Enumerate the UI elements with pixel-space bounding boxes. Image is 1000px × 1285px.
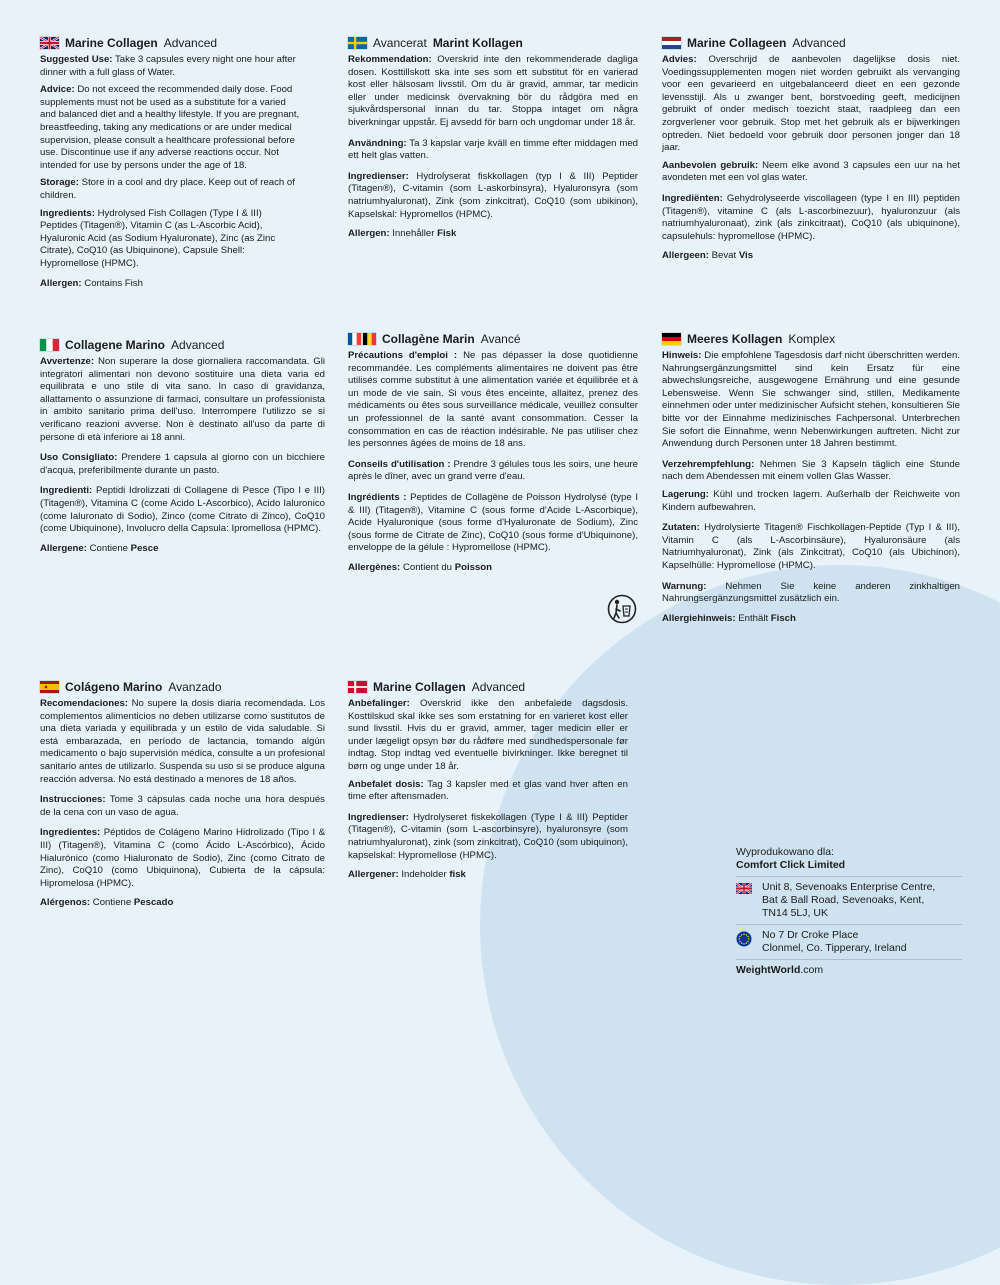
section-english (40, 36, 300, 295)
section-heading (348, 36, 638, 50)
allergen: Allergeen: Bevat Vis (662, 250, 754, 262)
denmark-flag-icon (348, 681, 367, 693)
title-light: Advanced (471, 680, 526, 694)
ingredients: Ingrédients : Peptides de Collagène de Poisson Hydrolysé (type I & III) (Titagen®), Vitamine C (sous forme d'Acide L-Ascorbique), Acide Hyaluronique (sous forme d'Hyaluronate de Sodium), Zinc (sous forme de Citrate de Zinc), CoQ10 (sous forme d'Ubiquinone), enveloppe de la gélule : Hypromellose (HPMC). (348, 491, 638, 554)
france-flag-icon (348, 333, 361, 345)
italy-flag-icon (40, 339, 59, 351)
section-german (662, 332, 960, 630)
allergen: Allergènes: Contient du Poisson (348, 561, 493, 573)
allergen: Allergener: Indeholder fisk (348, 869, 466, 881)
storage: Lagerung: Kühl und trocken lagern. Außerhalb der Reichweite von Kindern aufbewahren. (662, 488, 960, 513)
title-light: Komplex (788, 332, 836, 346)
title-light: Advanced (163, 36, 218, 50)
usage: Uso Consigliato: Prendere 1 capsula al giorno con un bicchiere d'acqua, preferibilmente durante un pasto. (40, 452, 326, 476)
eu-flag-icon (736, 931, 752, 947)
title-bold: Collagene Marino (65, 338, 166, 352)
spain-flag-icon (40, 681, 59, 693)
ie-address-line: No 7 Dr Croke Place (762, 929, 859, 941)
section-swedish (348, 36, 638, 246)
section-heading (348, 332, 638, 346)
advice: Advice: Do not exceed the recommended daily dose. Food supplements must not be used as a substitute for a varied and balanced diet and a healthy lifestyle. If you are pregnant, breastfeeding, taking any medications or are under medical supervision, please consult a healthcare professional before use. Discontinue use if any adverse reactions occur. Not intended for use by persons under the age of 18. (40, 84, 300, 171)
website (736, 959, 962, 977)
recommendations: Recomendaciones: No supere la dosis diaria recomendada. Los complementos alimenticios no deben utilizarse como sustitutos de una dieta variada y equilibrada y un estilo de vida saludable. Si está embarazada, en período de lactancia, tomando algún medicamento o bajo supervisión médica, consulte a un profesional sanitario antes de utilizarlo. Suspenda su uso si se produce alguna reacción adversa. No está destinado a menores de 18 años. (40, 698, 325, 785)
belgium-flag-icon (363, 333, 376, 345)
warning: Warnung: Nehmen Sie keine anderen zinkhaltigen Nahrungsergänzungsmittel zusätzlich ein. (662, 580, 960, 605)
section-heading (40, 680, 325, 694)
title-bold: Marine Collagen (65, 36, 158, 50)
advice: Advies: Overschrijd de aanbevolen dagelijkse dosis niet. Voedingssupplementen mogen niet worden gebruikt als vervanging voor een gevarieerd en uitgebalanceerd dieet en een gezonde levensstijl. Als u zwanger bent, borstvoeding geeft, medicijnen gebruikt of onder medisch toezicht staat, raadpleeg dan een zorgverlener voor gebruik. Stop met het gebruik als er bijwerkingen optreden. Niet bedoeld voor gebruik door personen jonger dan 18 jaar. (662, 54, 960, 154)
uk-address (736, 876, 962, 924)
section-heading (40, 36, 300, 50)
usage: Conseils d'utilisation : Prendre 3 gélules tous les soirs, une heure après le dîner, avec un grand verre d'eau. (348, 458, 638, 483)
ingredients: Zutaten: Hydrolysierte Titagen® Fischkollagen-Peptide (Typ I & III), Vitamin C (als L-Ascorbinsäure), Hyaluronsäure (als Natriumhyaluronat), Zink (als Zinkcitrat), CoQ10 (als Ubichinon), Kapselhülle: Hypromellose (HPMC). (662, 522, 961, 571)
ingredients: Ingredienti: Peptidi Idrolizzati di Collagene di Pesce (Tipo I e III) (Titagen®), Vitamina C (come Acido L-Ascorbico), Acido Ialuronico (come Ialuronato di Sodio), Zinco (come Citrato di Zinco), CoQ10 (come Ubiquinone), Involucro della Capsula: Ipromellosa (HPMC). (40, 485, 325, 535)
title-bold: Colágeno Marino (65, 680, 163, 694)
allergen: Allergene: Contiene Pesce (40, 542, 159, 554)
website-suffix: .com (800, 964, 824, 976)
ingredients: Ingredientes: Péptidos de Colágeno Marino Hidrolizado (Tipo I & III) (Titagen®), Vitamina C (como Ácido L-Ascórbico), Ácido Hialurónico (como Hialuronato de Sodio), Zinc (como Citrato de Zinc), CoQ10 (como Ubiquinona), Cubierta de la cápsula: Hipromelosa (HPMC). (40, 827, 326, 889)
title-bold: Meeres Kollagen (687, 332, 783, 346)
ie-address (736, 924, 962, 959)
sweden-flag-icon (348, 37, 367, 49)
section-heading (662, 36, 960, 50)
section-danish (348, 680, 628, 887)
title-light: Advanced (171, 338, 225, 352)
ingredients: Ingredients: Hydrolysed Fish Collagen (Type I & III) Peptides (Titagen®), Vitamin C (as L-Ascorbic Acid), Hyaluronic Acid (as Sodium Hyaluronate), Zinc (as Zinc Citrate), CoQ10 (as Ubiquinone), Capsule Shell: Hypromellose (HPMC). (40, 207, 276, 269)
allergen: Alérgenos: Contiene Pescado (40, 897, 174, 909)
website-name: WeightWorld (736, 964, 801, 976)
usage: Verzehrempfehlung: Nehmen Sie 3 Kapseln täglich eine Stunde nach dem Abendessen mit einem vollen Glas Wasser. (662, 458, 960, 483)
section-heading (662, 332, 960, 346)
title-bold: Marine Collageen (687, 36, 787, 50)
title-bold: Collagène Marin (382, 332, 475, 346)
ingredients: Ingredienser: Hydrolyseret fiskekollagen (Type I & III) Peptider (Titagen®), C-vitamin (som L-ascorbinsyre), hyaluronsyre (som natriumhyaluronat), zink (som zinkcitrat), CoQ10 (som ubiquinon), kapselskal: Hypromellose (HPMC). (348, 811, 628, 861)
section-heading (40, 338, 325, 352)
section-italian (40, 338, 325, 560)
made-for-label: Wyprodukowano dla: (736, 846, 834, 858)
hint: Hinweis: Die empfohlene Tagesdosis darf nicht überschritten werden. Nahrungsergänzungsmittel sind kein Ersatz für eine abwechslungsreiche, ausgewogene Ernährung und eine gesunde Lebensweise. Wenn Sie schwanger sind, stillen, Medikamente einnehmen oder unter medizinischer Aufsicht stehen, konsultieren Sie bitte vor der Einnahme medizinisches Fachpersonal. Unterbrechen Sie sofort die Einnahme, wenn Nebenwirkungen auftreten. Nicht zur Anwendung durch Personen unter 18 Jahren bestimmt. (662, 350, 960, 450)
ingredients: Ingredienser: Hydrolyserat fiskkollagen (typ I & III) Peptider (Titagen®), C-vitamin (som L-askorbinsyra), Hyaluronsyra (som natriumhyaluronat), Zink (som zinkcitrat), CoQ10 (som ubikinon), Kapselskal: Hypromellos (HPMC). (348, 170, 638, 220)
title-bold: Marine Collagen (373, 680, 466, 694)
manufacturer-block (736, 846, 962, 977)
ie-address-line: Clonmel, Co. Tipperary, Ireland (762, 942, 907, 954)
allergen: Allergiehinweis: Enthält Fisch (662, 612, 796, 624)
recommendations: Anbefalinger: Overskrid ikke den anbefalede dagsdosis. Kosttilskud skal ikke ses som erstatning for en varieret kost eller sund livsstil. Hvis du er gravid, ammer, tager medicin eller er under lægeligt opsyn bør du rådføre med sundhedspersonale før indtag. Stop indtag ved eventuelle bivirkninger. Ikke beregnet til børn og unge under 18 år. (348, 698, 628, 772)
uk-address-line: Bat & Ball Road, Sevenoaks, Kent, (762, 894, 925, 906)
warnings: Avvertenze: Non superare la dose giornaliera raccomandata. Gli integratori alimentari non devono sostituire una dieta varia ed equilibrata e uno stile di vita sano. In caso di gravidanza, allattamento o assunzione di farmaci, consultare un professionista in ambito sanitario prima dell'uso. Interrompere l'utilizzo se si verificano reazioni avverse. Non è destinato all'uso da parte di persone di età inferiore ai 18 anni. (40, 356, 326, 443)
uk-address-line: TN14 5LJ, UK (762, 907, 828, 919)
germany-flag-icon (662, 333, 681, 345)
uk-address-line: Unit 8, Sevenoaks Enterprise Centre, (762, 881, 936, 893)
instructions: Instrucciones: Tome 3 cápsulas cada noche una hora después de la cena con un vaso de agua. (40, 794, 325, 818)
section-spanish (40, 680, 325, 915)
title-light: Advanced (792, 36, 846, 50)
uk-flag-icon (40, 37, 59, 49)
title-light: Avancerat (373, 36, 427, 50)
title-light: Avanzado (168, 680, 222, 694)
section-french (348, 332, 638, 580)
storage: Storage: Store in a cool and dry place. Keep out of reach of children. (40, 177, 295, 201)
allergen: Allergen: Innehåller Fisk (348, 228, 457, 240)
title-light: Avancé (480, 332, 521, 346)
recycling-triman-icon (607, 594, 637, 624)
suggested-use: Suggested Use: Take 3 capsules every night one hour after dinner with a full glass of Water. (40, 54, 296, 78)
recommendation: Rekommendation: Overskrid inte den rekommenderade dagliga dosen. Kosttillskott ska inte ses som ett substitut för en varierad kost eller hälsosam livsstil. Om du är gravid, ammar, tar medicin eller under medicinsk övervakning bör du rådgöra med en sjukvårdspersonal innan du tar. Stoppa intaget om några biverkningar uppstår. Ej avsedd för barn och ungdomar under 18 år. (348, 54, 638, 128)
section-heading (348, 680, 628, 694)
section-dutch (662, 36, 960, 268)
netherlands-flag-icon (662, 37, 681, 49)
dose: Anbefalet dosis: Tag 3 kapsler med et glas vand hver aften en time efter aftensmaden. (348, 778, 628, 803)
usage: Aanbevolen gebruik: Neem elke avond 3 capsules een uur na het avondeten met een vol glas water. (662, 159, 961, 184)
uk-flag-icon (736, 883, 752, 894)
usage: Användning: Ta 3 kapslar varje kväll en timme efter middagen med ett helt glas vatten. (348, 137, 638, 162)
ingredients: Ingrediënten: Gehydrolyseerde viscollageen (type I en III) peptiden (Titagen®), vitamine C (als L-ascorbinezuur), hyaluronzuur (als natriumhyaluronaat), zink (als zinkcitraat), CoQ10 (als ubiquinone), capsulehuls: hypromellose (HPMC). (662, 192, 960, 242)
title-bold: Marint Kollagen (432, 36, 523, 50)
allergen: Allergen: Contains Fish (40, 277, 143, 289)
company-name: Comfort Click Limited (736, 859, 846, 871)
precautions: Précautions d'emploi : Ne pas dépasser la dose quotidienne recommandée. Les compléments alimentaires ne doivent pas être utilisés comme substitut à une alimentation variée et équilibrée et à un mode de vie sain. Si vous êtes enceinte, allaitez, prenez des médicaments ou êtes sous surveillance médicale, veuillez consulter un professionnel de la santé avant consommation. Cesser la consommation en cas de réaction indésirable. Ne pas utiliser chez les personnes âgées de moins de 18 ans. (348, 350, 638, 450)
